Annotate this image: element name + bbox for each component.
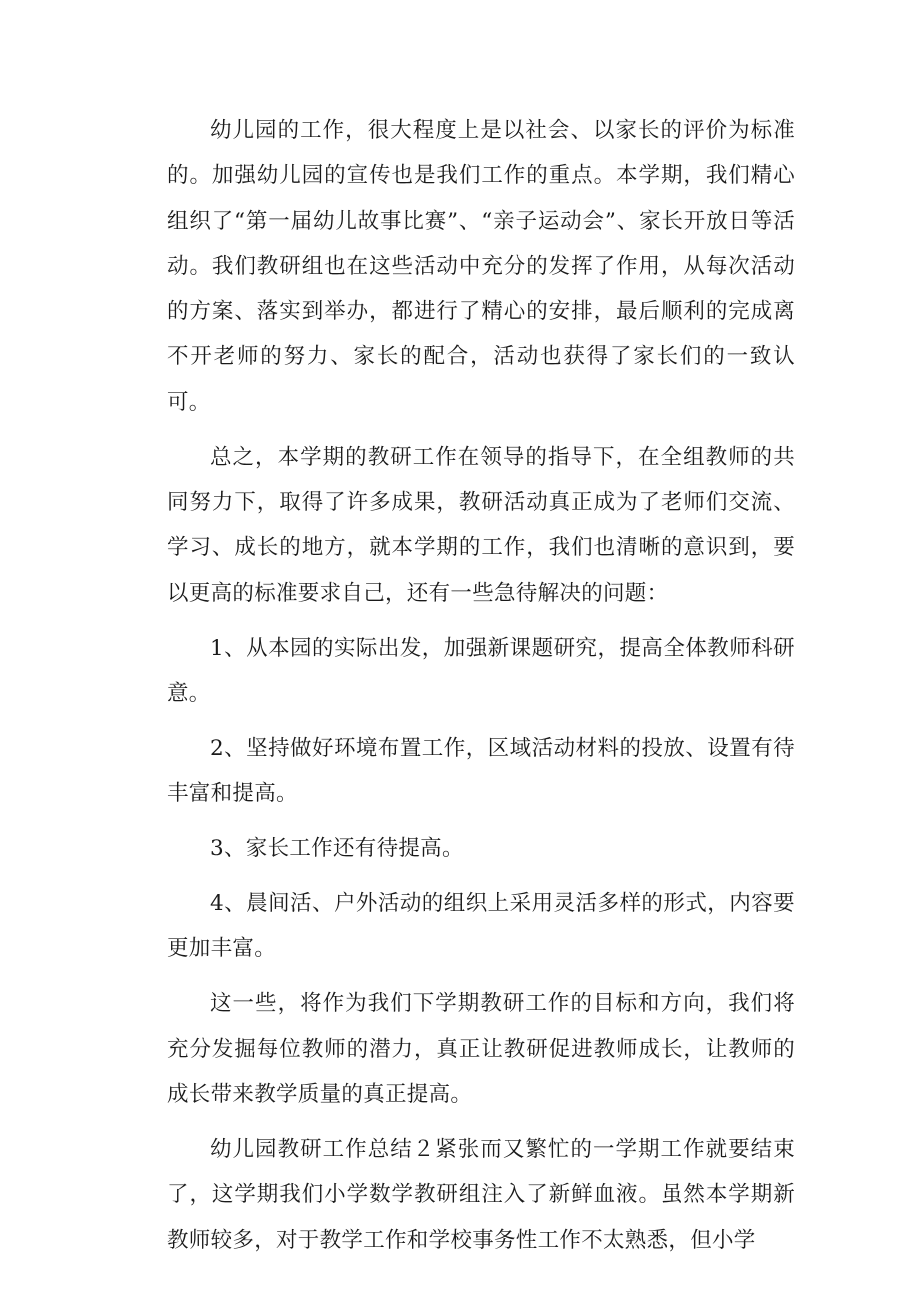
- paragraph-summary-2: 幼儿园教研工作总结２紧张而又繁忙的一学期工作就要结束了，这学期我们小学数学教研组注入了新鲜血液。虽然本学期新教师较多，对于教学工作和学校事务性工作不太熟悉，但小学: [167, 1137, 795, 1253]
- list-item-research: 1、从本园的实际出发，加强新课题研究，提高全体教师科研意。: [167, 635, 795, 706]
- list-item-activities: 4、晨间活、户外活动的组织上采用灵活多样的形式，内容要更加丰富。: [167, 891, 795, 962]
- paragraph-publicity: 幼儿园的工作，很大程度上是以社会、以家长的评价为标准的。加强幼儿园的宣传也是我们工作的重点。本学期，我们精心组织了“第一届幼儿故事比赛”、“亲子运动会”、家长开放日等活动。我们教研组也在这些活动中充分的发挥了作用，从每次活动的方案、落实到举办，都进行了精心的安排，最后顺利的完成离不开老师的努力、家长的配合，活动也获得了家长们的一致认可。: [167, 118, 795, 415]
- list-item-environment: 2、坚持做好环境布置工作，区域活动材料的投放、设置有待丰富和提高。: [167, 735, 795, 807]
- document-body: [167, 108, 795, 1273]
- list-item-parents: 3、家长工作还有待提高。: [210, 836, 464, 862]
- paragraph-goals: 这一些，将作为我们下学期教研工作的目标和方向，我们将充分发掘每位教师的潜力，真正让教研促进教师成长，让教师的成长带来教学质量的真正提高。: [167, 991, 795, 1108]
- paragraph-summary: 总之，本学期的教研工作在领导的指导下，在全组教师的共同努力下，取得了许多成果，教研活动真正成为了老师们交流、学习、成长的地方，就本学期的工作，我们也清晰的意识到，要以更高的标准要求自己，还有一些急待解决的问题：: [167, 444, 795, 606]
